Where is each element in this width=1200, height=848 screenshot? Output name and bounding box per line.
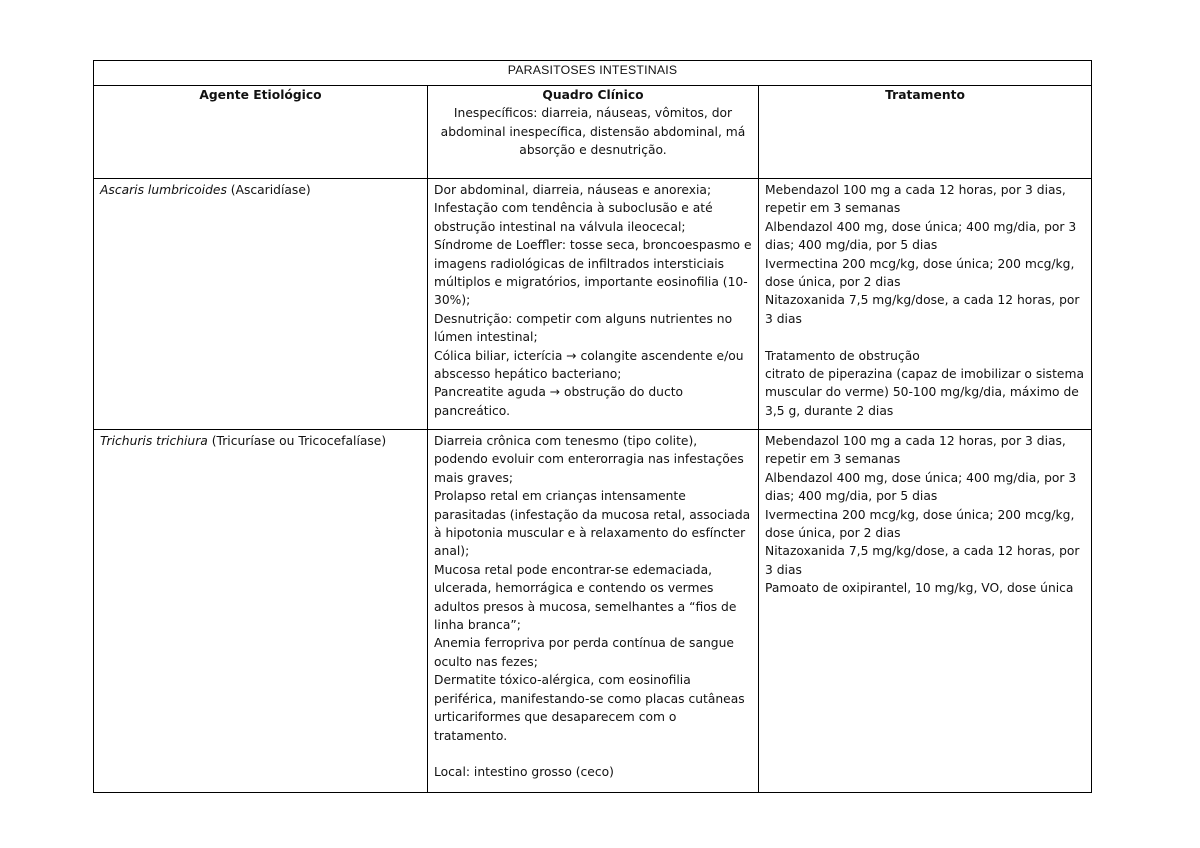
agent-cell: [94, 430, 428, 793]
clinical-line: Prolapso retal em crianças intensamente parasitadas (infestação da mucosa retal, associada à hipotonia muscular e à relaxamento do esfíncter anal);: [434, 489, 755, 559]
agent-disease-name: (Tricuríase ou Tricocefalíase): [207, 434, 387, 448]
treatment-line: Nitazoxanida 7,5 mg/kg/dose, a cada 12 horas, por 3 dias: [765, 293, 1084, 326]
table-row: [94, 179, 1092, 430]
header-clinical: [428, 86, 759, 179]
clinical-line: Anemia ferropriva por perda contínua de sangue oculto nas fezes;: [434, 636, 738, 669]
treatment-line: Albendazol 400 mg, dose única; 400 mg/dia, por 3 dias; 400 mg/dia, por 5 dias: [765, 219, 1081, 253]
treatment-line: Mebendazol 100 mg a cada 12 horas, por 3 dias, repetir em 3 semanas: [765, 434, 1070, 467]
agent-scientific-name: Trichuris trichiura: [100, 434, 208, 448]
agent-cell: [94, 179, 428, 430]
treatment-line: Tratamento de obstrução: [765, 348, 920, 363]
clinical-line: Síndrome de Loeffler: tosse seca, broncoespasmo e imagens radiológicas de infiltrados intersticiais múltiplos e migratórios, importante eosinofilia (10-30%);: [434, 238, 756, 308]
treatment-line: Nitazoxanida 7,5 mg/kg/dose, a cada 12 horas, por 3 dias: [765, 544, 1084, 577]
clinical-line: Dermatite tóxico-alérgica, com eosinofilia periférica, manifestando-se como placas cutâneas urticariformes que desaparecem com o tratamento.: [434, 673, 749, 743]
clinical-line: Diarreia crônica com tenesmo (tipo colite), podendo evoluir com enterorragia nas infestações mais graves;: [434, 434, 748, 485]
parasitoses-table: [93, 60, 1092, 793]
header-treatment-label: Tratamento: [885, 88, 965, 102]
treatment-line: Mebendazol 100 mg a cada 12 horas, por 3 dias, repetir em 3 semanas: [765, 183, 1070, 216]
clinical-line: Dor abdominal, diarreia, náuseas e anorexia;: [434, 183, 712, 197]
clinical-cell: [428, 430, 759, 793]
clinical-spacer: [434, 745, 752, 763]
header-clinical-nonspecific: Inespecíficos: diarreia, náuseas, vômitos, dor abdominal inespecífica, distensão abdominal, má absorção e desnutrição.: [440, 106, 746, 158]
treatment-spacer: [765, 328, 1085, 346]
table-title: PARASITOSES INTESTINAIS: [94, 61, 1092, 86]
header-agent-label: Agente Etiológico: [199, 88, 322, 102]
treatment-cell: [759, 430, 1092, 793]
clinical-location: Local: intestino grosso (ceco): [434, 765, 614, 780]
clinical-line: Desnutrição: competir com alguns nutrientes no lúmen intestinal;: [434, 311, 737, 345]
header-clinical-label: Quadro Clínico: [542, 88, 644, 102]
treatment-cell: [759, 179, 1092, 430]
clinical-line: Cólica biliar, icterícia → colangite ascendente e/ou abscesso hepático bacteriano;: [434, 348, 748, 382]
treatment-line: citrato de piperazina (capaz de imobilizar o sistema muscular do verme) 50-100 mg/kg/dia, máximo de 3,5 g, durante 2 dias: [765, 367, 1088, 418]
agent-scientific-name: Ascaris lumbricoides: [100, 183, 227, 197]
clinical-cell: [428, 179, 759, 430]
treatment-line: Pamoato de oxipirantel, 10 mg/kg, VO, dose única: [765, 581, 1074, 596]
clinical-line: Pancreatite aguda → obstrução do ducto pancreático.: [434, 385, 687, 418]
treatment-line: Albendazol 400 mg, dose única; 400 mg/dia, por 3 dias; 400 mg/dia, por 5 dias: [765, 470, 1081, 504]
agent-disease-name: (Ascaridíase): [226, 183, 311, 197]
header-agent: [94, 86, 428, 179]
treatment-line: Ivermectina 200 mcg/kg, dose única; 200 mcg/kg, dose única, por 2 dias: [765, 256, 1079, 290]
header-treatment: [759, 86, 1092, 179]
clinical-line: Infestação com tendência à suboclusão e até obstrução intestinal na válvula ileocecal;: [434, 201, 717, 234]
table-row: [94, 430, 1092, 793]
clinical-line: Mucosa retal pode encontrar-se edemaciada, ulcerada, hemorrágica e contendo os vermes adultos presos à mucosa, semelhantes a “fios de linha branca”;: [434, 562, 741, 633]
treatment-line: Ivermectina 200 mcg/kg, dose única; 200 mcg/kg, dose única, por 2 dias: [765, 507, 1079, 541]
